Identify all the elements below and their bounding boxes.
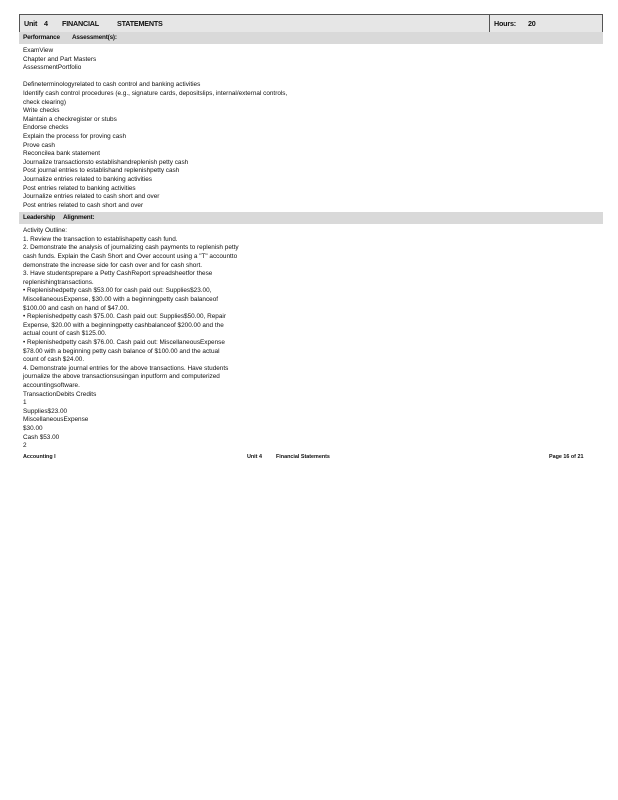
activity-line: 2. Demonstrate the analysis of journalizing cash payments to replenish petty [23, 244, 239, 252]
header-divider [489, 15, 490, 32]
activity-line: cash funds. Explain the Cash Short and Over account using a "T" accountto [23, 253, 238, 261]
activity-line: 1. Review the transaction to establishapetty cash fund. [23, 235, 178, 243]
page-footer [19, 452, 603, 462]
assessment-line: ExamView [23, 47, 54, 54]
assessment-line: Journalize entries related to cash short and over [23, 193, 160, 201]
activity-line: Activity Outline: [23, 227, 68, 235]
unit-header [19, 14, 603, 32]
assessment-line: Post entries related to cash short and over [23, 201, 144, 209]
assessment-line: Endorse checks [23, 124, 69, 132]
assessment-line: Journalize transactionsto establishandreplenish petty cash [23, 158, 189, 166]
unit-title-part1: FINANCIAL [62, 19, 99, 28]
assessment-line: AssessmentPortfolio [23, 64, 82, 72]
unit-label: Unit [24, 19, 38, 28]
activity-line: MiscellaneousExpense, $30.00 with a beginningpetty cash balanceof [23, 296, 219, 304]
assessment-line: Reconcilea bank statement [23, 150, 101, 158]
performance-label: Performance [23, 34, 60, 41]
performance-band [19, 32, 603, 44]
assessment-line: Post entries related to banking activities [23, 184, 136, 192]
activity-line: 3. Have studentsprepare a Petty CashReport spreadsheetfor these [23, 270, 213, 278]
activity-line: actual count of cash $125.00. [23, 330, 107, 338]
activity-line: demonstrate the increase side for cash over and for cash short. [23, 261, 203, 269]
assessment-line: Explain the process for proving cash [23, 132, 127, 140]
activity-line: journalize the above transactionsusingan inputform and computerized [23, 373, 220, 381]
assessment-list [19, 44, 603, 210]
unit-title-part2: STATEMENTS [117, 19, 163, 28]
footer-unit: Unit 4 [247, 453, 262, 460]
activity-line: MiscellaneousExpense [23, 416, 89, 424]
assessment-line: Post journal entries to establishand replenishpetty cash [23, 167, 180, 175]
footer-course: Accounting I [23, 453, 56, 460]
assessment-label: Assessment(s): [72, 34, 117, 41]
assessment-line: Maintain a checkregister or stubs [23, 115, 117, 123]
assessment-line: Prove cash [23, 141, 55, 149]
activity-line: count of cash $24.00. [23, 356, 85, 364]
assessment-line: Journalize entries related to banking activities [23, 175, 152, 183]
assessment-line: check clearing) [23, 98, 66, 106]
assessment-line: Defineterminologyrelated to cash control and banking activities [23, 81, 201, 89]
activity-line: • Replenishedpetty cash $76.00. Cash paid out: MiscellaneousExpense [23, 339, 225, 346]
footer-unit-title: Financial Statements [276, 453, 330, 460]
activity-line: $78.00 with a beginning petty cash balance of $100.00 and the actual [23, 347, 220, 355]
activity-outline [19, 224, 603, 450]
activity-line: $30.00 [23, 424, 43, 432]
activity-line: • Replenishedpetty cash $53.00 for cash paid out: Supplies$23.00, [23, 287, 212, 295]
unit-number: 4 [44, 19, 48, 28]
activity-line: 4. Demonstrate journal entries for the above transactions. Have students [23, 364, 229, 372]
leadership-label: Leadership [23, 214, 56, 222]
activity-line: replenishingtransactions. [23, 278, 94, 286]
activity-line: 1 [23, 399, 27, 407]
activity-line: $100.00 and cash on hand of $47.00. [23, 304, 129, 312]
activity-line: • Replenishedpetty cash $75.00. Cash paid out: Supplies$50.00, Repair [23, 313, 226, 321]
activity-line: Expense, $20.00 with a beginningpetty cashbalanceof $200.00 and the [23, 321, 224, 329]
assessment-line: Chapter and Part Masters [23, 55, 97, 63]
hours-label: Hours: [494, 19, 516, 28]
alignment-label: Alignment: [63, 214, 95, 222]
activity-line: TransactionDebits Credits [23, 390, 97, 398]
assessment-line: Identify cash control procedures (e.g., signature cards, depositslips, internal/external controls, [23, 89, 288, 97]
activity-line: Supplies$23.00 [23, 407, 68, 415]
activity-line: 2 [23, 442, 27, 450]
hours-value: 20 [528, 19, 536, 28]
footer-page-number: Page 16 of 21 [549, 453, 584, 460]
activity-line: accountingsoftware. [23, 381, 80, 389]
assessment-line [23, 73, 603, 82]
activity-line: Cash $53.00 [23, 433, 60, 441]
leadership-band [19, 212, 603, 224]
assessment-line: Write checks [23, 107, 60, 115]
document-page [19, 14, 603, 462]
